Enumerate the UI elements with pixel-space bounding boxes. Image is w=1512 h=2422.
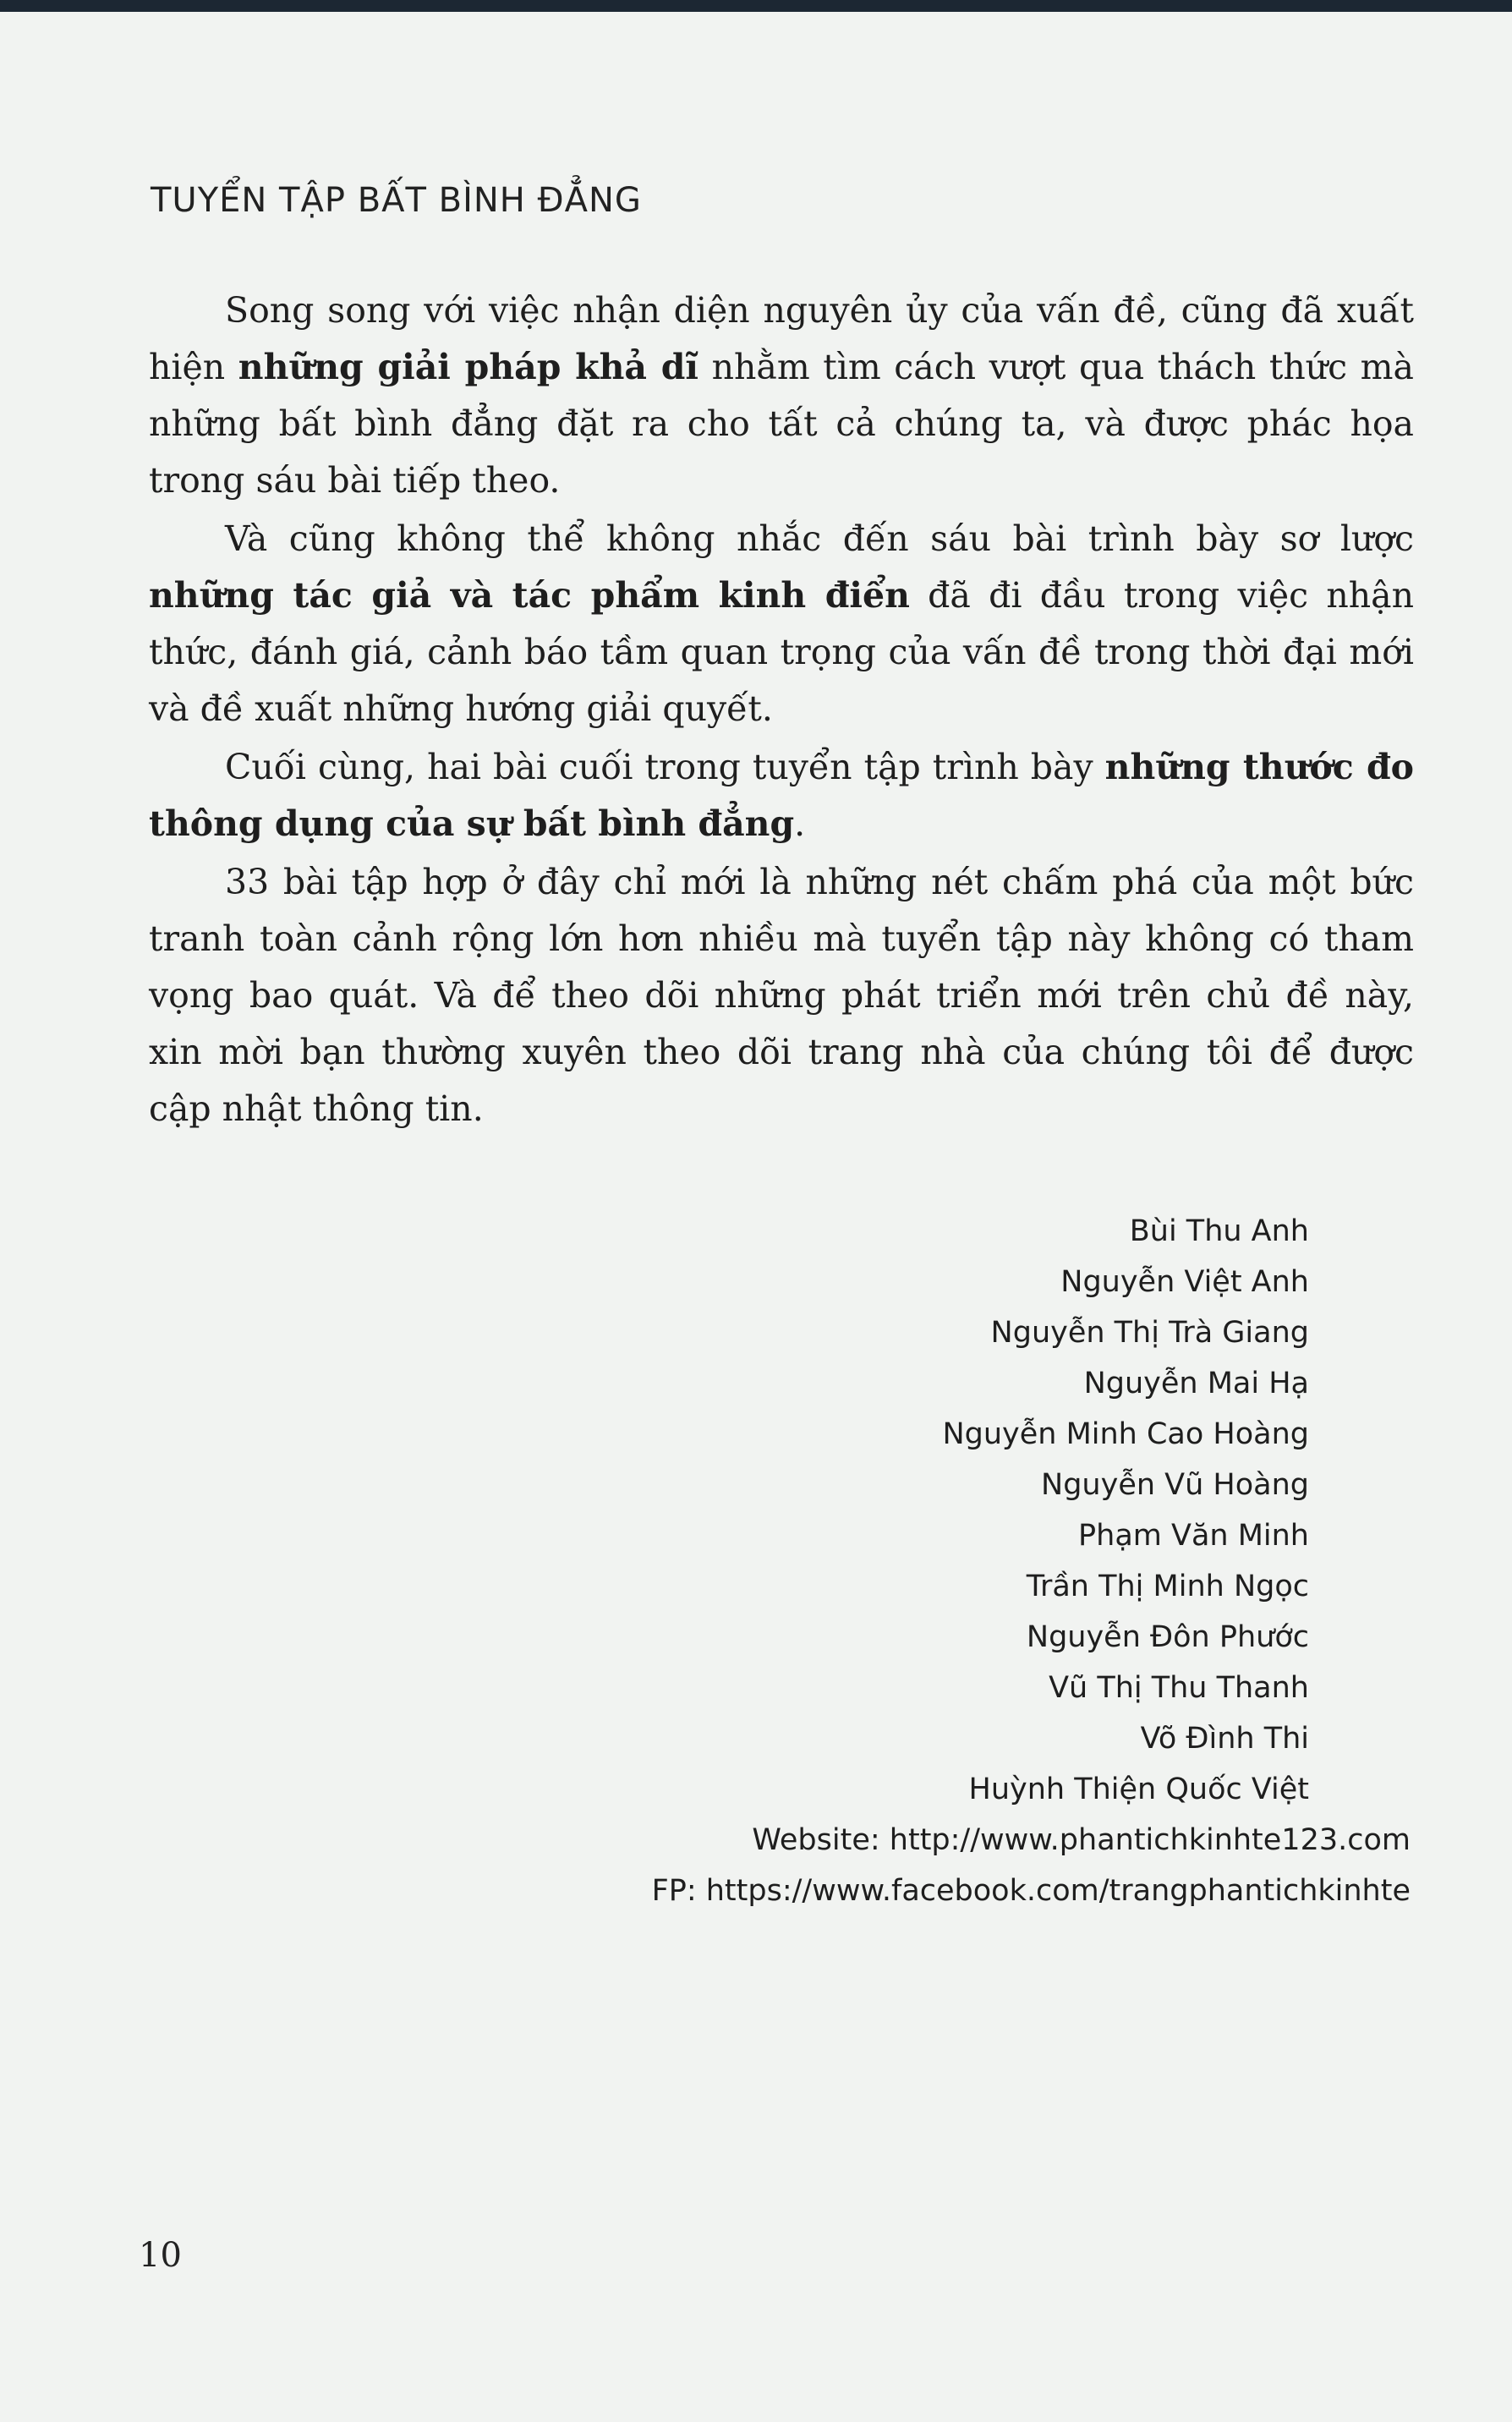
author-name: Nguyễn Minh Cao Hoàng (942, 1417, 1309, 1451)
text-segment: nhằm tìm cách vượt qua thách thức mà những bất bình đẳng đặt ra cho tất cả chúng ta, và được phác họa trong sáu bài tiếp theo. (149, 347, 1414, 501)
author-name: Phạm Văn Minh (1078, 1519, 1309, 1553)
author-name: Nguyễn Việt Anh (1060, 1265, 1309, 1299)
text-segment: Cuối cùng, hai bài cuối trong tuyển tập trình bày (225, 747, 1105, 787)
book-page (0, 12, 1512, 2422)
author-name: Huỳnh Thiện Quốc Việt (968, 1773, 1309, 1806)
text-segment: Song song với việc nhận diện nguyên ủy của vấn đề, cũng đã xuất hiện (149, 290, 1414, 387)
author-name: Vũ Thị Thu Thanh (1049, 1671, 1309, 1705)
paragraph (149, 511, 1414, 737)
text-segment: đã đi đầu trong việc nhận thức, đánh giá, cảnh báo tầm quan trọng của vấn đề trong thời đại mới và đề xuất những hướng giải quyết. (149, 575, 1414, 729)
author-name: Võ Đình Thi (1140, 1722, 1309, 1756)
author-name: Nguyễn Mai Hạ (1083, 1367, 1309, 1400)
author-name: Nguyễn Thị Trà Giang (990, 1316, 1309, 1350)
author-name: Nguyễn Vũ Hoàng (1041, 1468, 1309, 1502)
author-name: Nguyễn Đôn Phước (1026, 1620, 1309, 1654)
author-signatures (652, 1206, 1411, 1916)
website-link[interactable]: Website: http://www.phantichkinhte123.com (752, 1823, 1411, 1857)
emphasized-text: những giải pháp khả dĩ (238, 347, 699, 387)
text-segment: . (794, 803, 806, 844)
emphasized-text: những thước đo thông dụng của sự bất bình đẳng (149, 747, 1414, 844)
author-name: Bùi Thu Anh (1129, 1214, 1309, 1248)
emphasized-text: những tác giả và tác phẩm kinh điển (149, 575, 910, 616)
text-segment: Và cũng không thể không nhắc đến sáu bài trình bày sơ lược (225, 518, 1414, 559)
running-header: TUYỂN TẬP BẤT BÌNH ĐẲNG (151, 181, 642, 220)
paragraph (149, 282, 1414, 509)
facebook-link[interactable]: FP: https://www.facebook.com/trangphantichkinhte (651, 1874, 1411, 1908)
body-text (149, 282, 1414, 1139)
author-name: Trần Thị Minh Ngọc (1026, 1570, 1309, 1603)
text-segment: 33 bài tập hợp ở đây chỉ mới là những nét chấm phá của một bức tranh toàn cảnh rộng lớn hơn nhiều mà tuyển tập này không có tham vọng bao quát. Và để theo dõi những phát triển mới trên chủ đề này, xin mời bạn thường xuyên theo dõi trang nhà của chúng tôi để được cập nhật thông tin. (149, 862, 1414, 1129)
paragraph (149, 854, 1414, 1137)
paragraph (149, 739, 1414, 852)
page-number: 10 (139, 2236, 182, 2275)
